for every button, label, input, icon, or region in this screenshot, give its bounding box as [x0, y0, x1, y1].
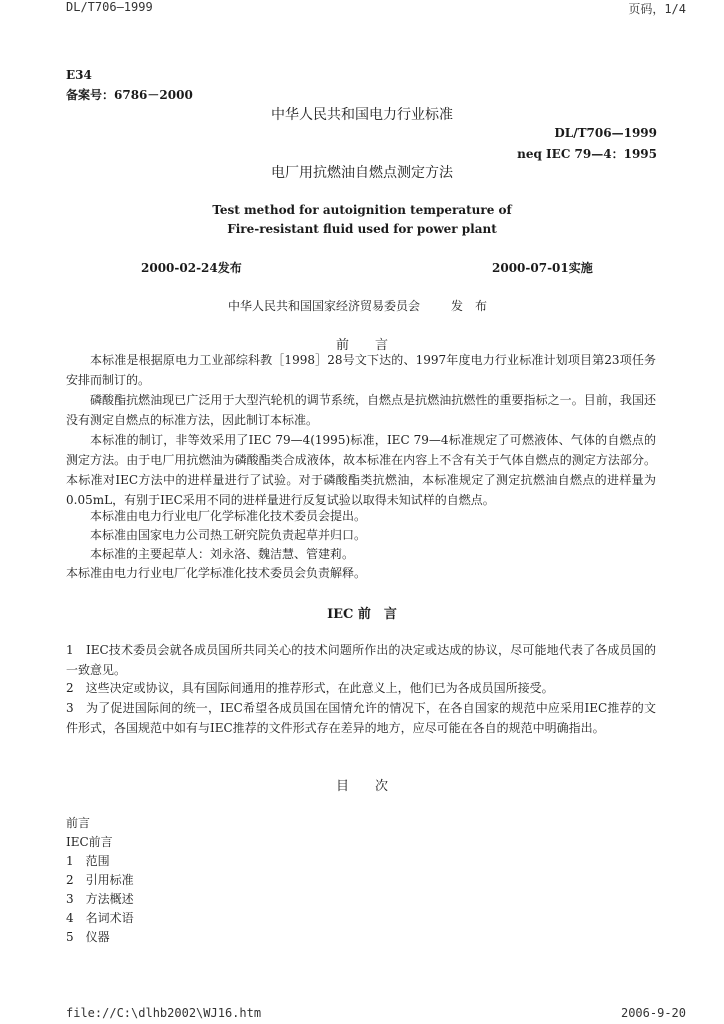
toc-item[interactable]: 1 范围: [66, 854, 110, 868]
standard-code: DL/T706—1999: [554, 126, 657, 140]
equivalent-standard: neq IEC 79—4：1995: [517, 147, 657, 161]
record-number: 备案号：6786－2000: [66, 88, 193, 102]
iec-foreword-item: 2 这些决定或协议，具有国际间通用的推荐形式，在此意义上，他们已为各成员国所接受。: [66, 681, 554, 695]
toc-item[interactable]: 5 仪器: [66, 930, 110, 944]
page-footer-date: 2006-9-20: [620, 1006, 686, 1020]
implementation-date: 2000-07-01实施: [492, 261, 593, 275]
title-chinese: 电厂用抗燃油自燃点测定方法: [271, 165, 453, 181]
standard-organization: 中华人民共和国电力行业标准: [271, 107, 453, 123]
title-english-line1: Test method for autoignition temperature of: [212, 203, 512, 217]
foreword-paragraph: 本标准由电力行业电厂化学标准化技术委员会负责解释。: [66, 566, 367, 580]
issue-action: 发 布: [451, 299, 488, 313]
issuing-authority: 中华人民共和国国家经济贸易委员会: [228, 299, 421, 313]
foreword-paragraph: 磷酸酯抗燃油现已广泛用于大型汽轮机的调节系统，自燃点是抗燃油抗燃性的重要指标之一。目前，我国还没有测定自燃点的标准方法，因此制订本标准。: [66, 393, 656, 427]
foreword-paragraph: 本标准的制订，非等效采用了IEC 79—4(1995)标准，IEC 79—4标准规定了可燃液体、气体的自燃点的测定方法。由于电厂用抗燃油为磷酸酯类合成液体，故本标准在内容上不含有关于气体自燃点的测定方法部分。本标准对IEC方法中的进样量进行了试验。对于磷酸酯类抗燃油，本标准规定了测定抗燃油自燃点的进样量为0.05mL，有别于IEC采用不同的进样量进行反复试验以取得未知试样的自燃点。: [66, 433, 656, 507]
toc-item[interactable]: 4 名词术语: [66, 911, 134, 925]
page-footer-url[interactable]: file://C:\dlhb2002\WJ16.htm: [66, 1006, 262, 1020]
foreword-paragraph: 本标准由国家电力公司热工研究院负责起草并归口。: [90, 528, 367, 542]
toc-item[interactable]: IEC前言: [66, 835, 113, 849]
toc-item[interactable]: 3 方法概述: [66, 892, 134, 906]
toc-item[interactable]: 2 引用标准: [66, 873, 134, 887]
iec-foreword-heading: IEC 前 言: [327, 607, 397, 622]
issue-date: 2000-02-24发布: [141, 261, 242, 275]
title-english-line2: Fire-resistant fluid used for power plant: [227, 222, 497, 236]
toc-item[interactable]: 前言: [66, 816, 91, 830]
foreword-paragraph: 本标准的主要起草人：刘永洛、魏洁慧、管建莉。: [90, 547, 355, 561]
foreword-paragraph: 本标准是根据原电力工业部综科教［1998］28号文下达的、1997年度电力行业标准计划项目第23项任务安排而制订的。: [66, 353, 656, 387]
iec-foreword-item: 3 为了促进国际间的统一，IEC希望各成员国在国情允许的情况下，在各自国家的规范中应采用IEC推荐的文件形式，各国规范中如有与IEC推荐的文件形式存在差异的地方，应尽可能在各自的规范中明确指出。: [66, 701, 656, 735]
classification-code: E34: [66, 68, 92, 82]
iec-foreword-item: 1 IEC技术委员会就各成员国所共同关心的技术问题所作出的决定或达成的协议，尽可能地代表了各成员国的一致意见。: [66, 643, 656, 677]
foreword-paragraph: 本标准由电力行业电厂化学标准化技术委员会提出。: [90, 509, 367, 523]
page-header-right: 页码，1/4: [628, 2, 686, 16]
foreword-heading: 前 言: [335, 338, 388, 353]
page-header-left: DL/T706—1999: [66, 0, 153, 14]
toc-heading: 目 次: [335, 779, 388, 794]
